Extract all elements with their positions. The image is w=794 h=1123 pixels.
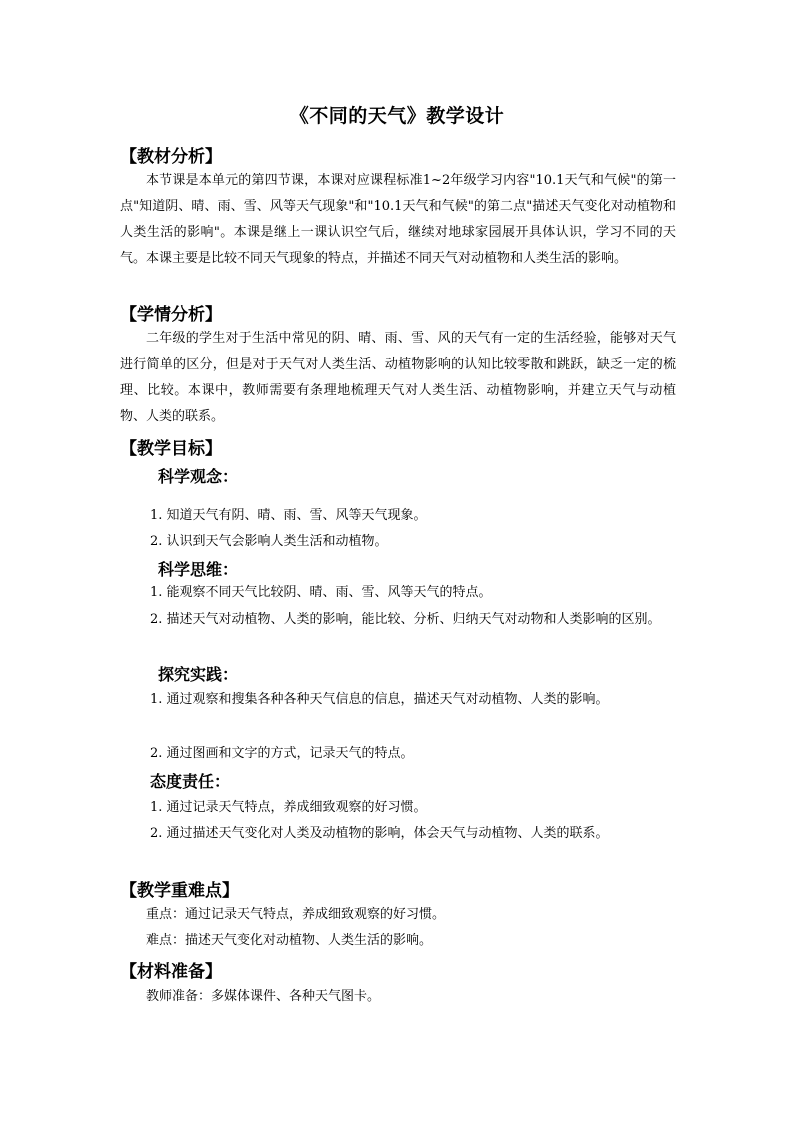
practice-item-1: 1. 通过观察和搜集各种各种天气信息的信息，描述天气对动植物、人类的影响。: [150, 692, 609, 707]
textbook-analysis-heading: 【教材分析】: [120, 147, 222, 167]
objectives-heading: 【教学目标】: [120, 439, 222, 459]
teacher-materials: 教师准备：多媒体课件、各种天气图卡。: [146, 989, 381, 1004]
page-title: 《不同的天气》教学设计: [289, 105, 505, 127]
practice-item-2: 2. 通过图画和文字的方式，记录天气的特点。: [150, 746, 414, 761]
keypoints-heading: 【教学重难点】: [120, 881, 239, 901]
attitude-item-1: 1. 通过记录天气特点，养成细致观察的好习惯。: [150, 800, 427, 815]
thinking-item-1: 1. 能观察不同天气比较阴、晴、雨、雪、风等天气的特点。: [150, 585, 492, 600]
concept-heading: 科学观念：: [158, 467, 239, 486]
key-point: 重点：通过记录天气特点，养成细致观察的好习惯。: [146, 907, 446, 922]
attitude-heading: 态度责任：: [150, 772, 231, 791]
difficult-point: 难点：描述天气变化对动植物、人类生活的影响。: [146, 933, 433, 948]
concept-item-2: 2. 认识到天气会影响人类生活和动植物。: [150, 534, 388, 549]
thinking-heading: 科学思维：: [158, 560, 239, 579]
learner-analysis-body: 二年级的学生对于生活中常见的阴、晴、雨、雪、风的天气有一定的生活经验，能够对天气进行简单的区分，但是对于天气对人类生活、动植物影响的认知比较零散和跳跃，缺乏一定的梳理、比较。本课中，教师需要有条理地梳理天气对人类生活、动植物影响，并建立天气与动植物、人类的联系。: [120, 331, 676, 424]
textbook-analysis-body: 本节课是本单元的第四节课，本课对应课程标准1~2年级学习内容"10.1天气和气候"的第一点"知道阴、晴、雨、雪、风等天气现象"和"10.1天气和气候"的第二点"描述天气变化对动植物和人类生活的影响"。本课是继上一课认识空气后，继续对地球家园展开具体认识，学习不同的天气。本课主要是比较不同天气现象的特点，并描述不同天气对动植物和人类生活的影响。: [120, 173, 676, 266]
materials-heading: 【材料准备】: [120, 962, 222, 982]
concept-item-1: 1. 知道天气有阴、晴、雨、雪、风等天气现象。: [150, 508, 427, 523]
attitude-item-2: 2. 通过描述天气变化对人类及动植物的影响，体会天气与动植物、人类的联系。: [150, 826, 609, 841]
learner-analysis-heading: 【学情分析】: [120, 305, 222, 325]
practice-heading: 探究实践：: [158, 665, 239, 684]
thinking-item-2: 2. 描述天气对动植物、人类的影响，能比较、分析、归纳天气对动物和人类影响的区别。: [150, 612, 661, 627]
